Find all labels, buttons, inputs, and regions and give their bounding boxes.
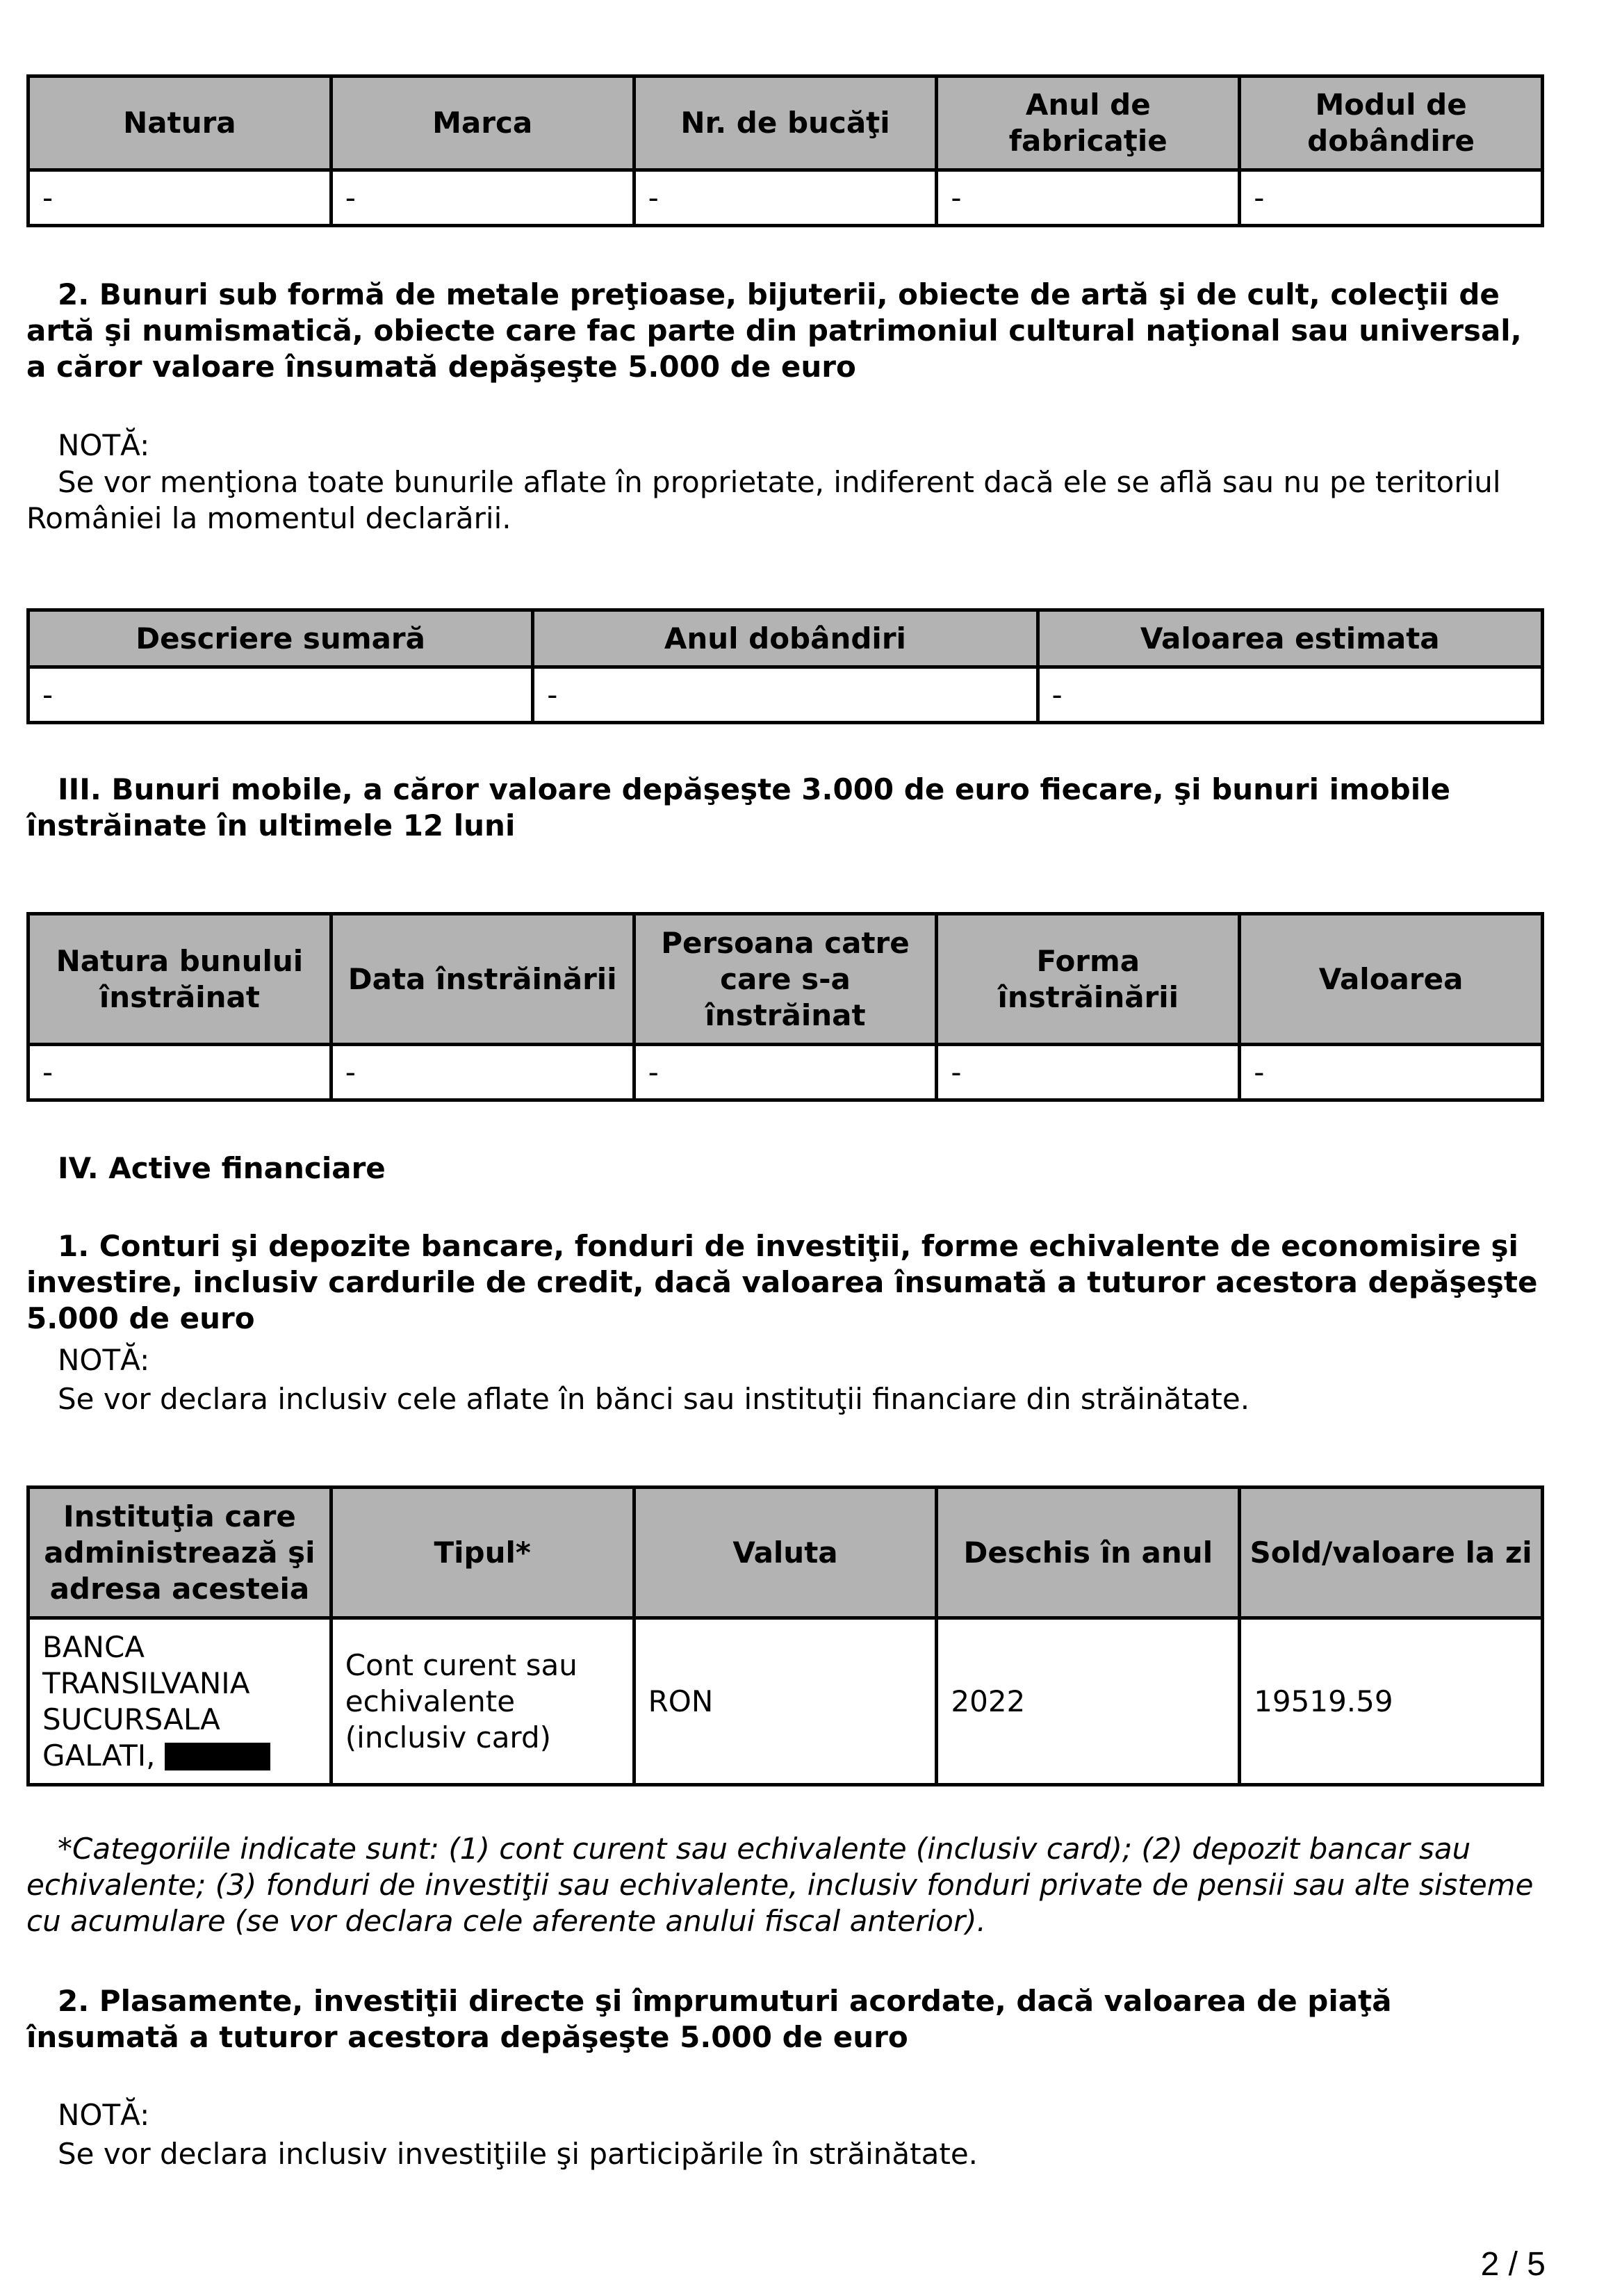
column-header: Data înstrăinării	[331, 914, 634, 1045]
column-header: Valoarea estimata	[1038, 610, 1543, 667]
column-header: Marca	[331, 76, 634, 170]
table-cell: -	[331, 170, 634, 226]
note-text: Se vor menţiona toate bunurile aflate în proprietate, indiferent dacă ele se află sau nu pe teritoriul României la momentul declarării.	[26, 465, 1501, 535]
column-header: Instituţia care administrează şi adresa acesteia	[28, 1488, 331, 1618]
table-cell: -	[1038, 667, 1543, 723]
column-header: Anul de fabricaţie	[937, 76, 1240, 170]
table-cell: -	[533, 667, 1038, 723]
column-header: Natura bunului înstrăinat	[28, 914, 331, 1045]
table-cell: -	[28, 667, 533, 723]
section-heading: 2. Bunuri sub formă de metale preţioase, bijuterii, obiecte de artă şi de cult, colecţii de artă şi numismatică, obiecte care fac parte din patrimoniul cultural naţional sau universal, a căror valoare însumată depăşeşte 5.000 de euro	[26, 277, 1522, 384]
table-row	[28, 667, 1543, 723]
table-cell: -	[937, 1045, 1240, 1100]
table-row	[28, 1618, 1543, 1785]
column-header: Modul de dobândire	[1240, 76, 1543, 170]
table-cell: -	[28, 170, 331, 226]
note-label: NOTĂ:	[58, 428, 150, 462]
column-header: Persoana catre care s-a înstrăinat	[634, 914, 937, 1045]
table-cell: -	[1240, 170, 1543, 226]
alienated-goods-table	[26, 912, 1544, 1102]
column-header: Descriere sumară	[28, 610, 533, 667]
table-cell: 19519.59	[1240, 1618, 1543, 1785]
table-cell: Cont curent sau echivalente (inclusiv card)	[331, 1618, 634, 1785]
column-header: Valoarea	[1240, 914, 1543, 1045]
column-header: Valuta	[634, 1488, 937, 1618]
note-text: Se vor declara inclusiv cele aflate în bănci sau instituţii financiare din străinătate.	[58, 1382, 1250, 1416]
redaction-box	[165, 1743, 270, 1770]
column-header: Tipul*	[331, 1488, 634, 1618]
column-header: Natura	[28, 76, 331, 170]
table-cell: -	[1240, 1045, 1543, 1100]
column-header: Forma înstrăinării	[937, 914, 1240, 1045]
note-label: NOTĂ:	[58, 2098, 150, 2132]
note-label: NOTĂ:	[58, 1343, 150, 1377]
bank-accounts-table	[26, 1485, 1544, 1786]
table-cell: -	[634, 170, 937, 226]
table-cell: -	[28, 1045, 331, 1100]
table-row	[28, 1045, 1543, 1100]
table-row	[28, 170, 1543, 226]
page-number: 2 / 5	[1480, 2246, 1546, 2283]
section-heading: IV. Active financiare	[58, 1151, 386, 1185]
table-cell: -	[331, 1045, 634, 1100]
table-cell: -	[634, 1045, 937, 1100]
valuables-table	[26, 608, 1544, 724]
table-cell: 2022	[937, 1618, 1240, 1785]
vehicles-table	[26, 74, 1544, 227]
institution-name: BANCA TRANSILVANIA SUCURSALA GALATI,	[42, 1629, 250, 1773]
subsection-heading: 1. Conturi şi depozite bancare, fonduri de investiţii, forme echivalente de economisire şi investire, inclusiv cardurile de credit, dacă valoarea însumată a tuturor acestora depăşeşte 5.000 de euro	[26, 1229, 1538, 1335]
table-cell	[28, 1618, 331, 1785]
column-header: Deschis în anul	[937, 1488, 1240, 1618]
footnote: *Categoriile indicate sunt: (1) cont curent sau echivalente (inclusiv card); (2) depozit bancar sau echivalente; (3) fonduri de investiţii sau echivalente, inclusiv fonduri private de pensii sau alte sisteme cu acumulare (se vor declara cele aferente anului fiscal anterior).	[26, 1832, 1534, 1938]
table-cell: -	[937, 170, 1240, 226]
column-header: Nr. de bucăţi	[634, 76, 937, 170]
note-text: Se vor declara inclusiv investiţiile şi participările în străinătate.	[58, 2137, 978, 2171]
section-heading: III. Bunuri mobile, a căror valoare depăşeşte 3.000 de euro fiecare, şi bunuri imobile înstrăinate în ultimele 12 luni	[26, 772, 1451, 842]
column-header: Sold/valoare la zi	[1240, 1488, 1543, 1618]
column-header: Anul dobândiri	[533, 610, 1038, 667]
subsection-heading: 2. Plasamente, investiţii directe şi împrumuturi acordate, dacă valoarea de piaţă însumată a tuturor acestora depăşeşte 5.000 de euro	[26, 1984, 1392, 2054]
table-cell: RON	[634, 1618, 937, 1785]
